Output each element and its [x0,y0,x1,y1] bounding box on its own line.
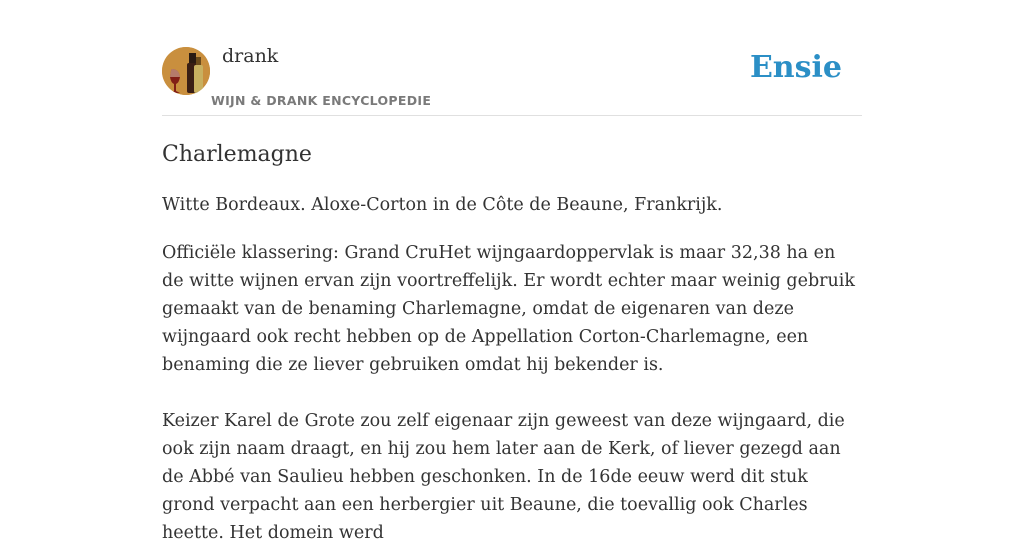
article-body: Officiële klassering: Grand CruHet wijngaardoppervlak is maar 32,38 ha en de witte wijnen ervan zijn voortreffelijk. Er wordt echter maar weinig gebruik gemaakt van de benaming Charlemagne, omdat de eigenaren van deze wijngaard ook recht hebben op de Appellation Corton-Charlemagne, een benaming die ze liever gebruiken omdat hij bekender is. Keizer Karel de Grote zou zelf eigenaar zijn geweest van deze wijngaard, die ook zijn naam draagt, en hij zou hem later aan de Kerk, of liever gezegd aan de Abbé van Saulieu hebben geschonken. In de 16de eeuw werd dit stuk grond verpacht aan een herbergier uit Beaune, die toevallig ook Charles heette. Het domein werd [162,243,855,543]
site-header [162,0,862,116]
wine-bottles-icon[interactable] [162,47,210,95]
article-title: Charlemagne [162,142,312,167]
page-container [162,0,862,547]
site-name-link[interactable]: drank [222,45,279,67]
article-lead: Witte Bordeaux. Aloxe-Corton in de Côte de Beaune, Frankrijk. [162,195,723,215]
ensie-logo-link[interactable]: Ensie [749,50,842,85]
site-subtitle: WIJN & DRANK ENCYCLOPEDIE [211,93,432,108]
